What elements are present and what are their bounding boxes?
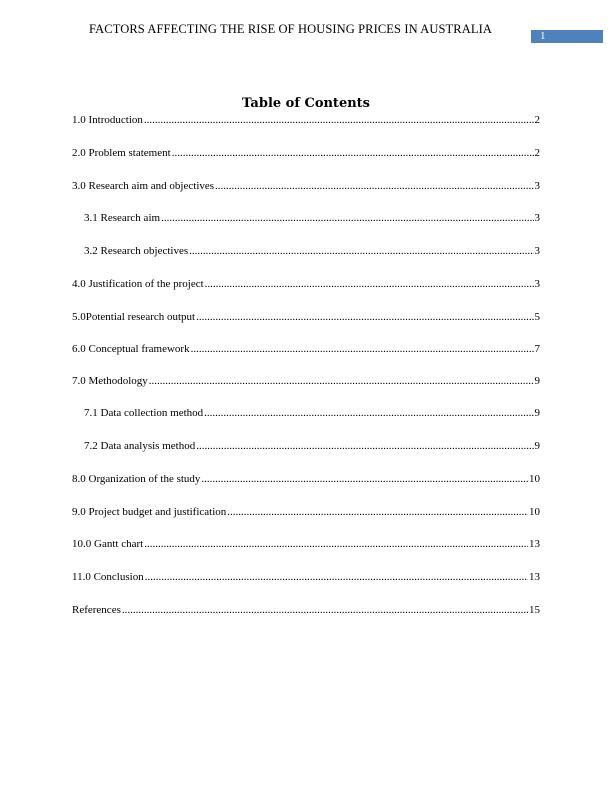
toc-entry-data-collection[interactable]: [84, 407, 540, 423]
toc-entry-page: 13: [529, 538, 540, 550]
toc-entry-problem-statement[interactable]: [72, 147, 540, 163]
toc-entry-label: 3.0 Research aim and objectives: [72, 180, 215, 192]
toc-entry-research-aim-objectives[interactable]: [72, 180, 540, 196]
toc-entry-methodology[interactable]: [72, 375, 540, 391]
toc-leader-dots: [161, 212, 533, 224]
toc-entry-page: 9: [534, 440, 540, 452]
toc-leader-dots: [145, 571, 528, 583]
toc-leader-dots: [201, 473, 528, 485]
toc-entry-label: 7.0 Methodology: [72, 375, 148, 387]
toc-leader-dots: [144, 114, 534, 126]
toc-entry-label: 1.0 Introduction: [72, 114, 143, 126]
toc-entry-page: 5: [534, 311, 540, 323]
toc-entry-label: 10.0 Gantt chart: [72, 538, 144, 550]
toc-leader-dots: [227, 506, 528, 518]
toc-entry-page: 2: [534, 147, 540, 159]
toc-leader-dots: [204, 407, 533, 419]
toc-leader-dots: [189, 245, 533, 257]
toc-leader-dots: [215, 180, 533, 192]
toc-entry-potential-output[interactable]: [72, 311, 540, 327]
toc-entry-page: 2: [534, 114, 540, 126]
toc-entry-budget[interactable]: [72, 506, 540, 522]
toc-entry-label: 8.0 Organization of the study: [72, 473, 201, 485]
toc-leader-dots: [172, 147, 534, 159]
toc-entry-research-aim[interactable]: [84, 212, 540, 228]
toc-entry-label: 6.0 Conceptual framework: [72, 343, 190, 355]
toc-entry-label: 7.2 Data analysis method: [84, 440, 196, 452]
toc-entry-label: 3.1 Research aim: [84, 212, 161, 224]
toc-entry-label: References: [72, 604, 121, 616]
page-number-badge: 1: [531, 30, 603, 43]
toc-entry-page: 3: [534, 180, 540, 192]
toc-entry-gantt-chart[interactable]: [72, 538, 540, 554]
toc-leader-dots: [196, 440, 533, 452]
toc-entry-page: 7: [534, 343, 540, 355]
toc-entry-justification[interactable]: [72, 278, 540, 294]
toc-entry-page: 15: [529, 604, 540, 616]
toc-entry-page: 9: [534, 375, 540, 387]
toc-entry-label: 4.0 Justification of the project: [72, 278, 204, 290]
toc-leader-dots: [144, 538, 528, 550]
toc-entry-introduction[interactable]: [72, 114, 540, 130]
toc-entry-page: 3: [534, 245, 540, 257]
toc-leader-dots: [149, 375, 534, 387]
toc-entry-label: 3.2 Research objectives: [84, 245, 189, 257]
toc-entry-data-analysis[interactable]: [84, 440, 540, 456]
toc-entry-conceptual-framework[interactable]: [72, 343, 540, 359]
toc-leader-dots: [122, 604, 528, 616]
toc-entry-label: 5.0Potential research output: [72, 311, 196, 323]
toc-entry-references[interactable]: [72, 604, 540, 620]
running-header: FACTORS AFFECTING THE RISE OF HOUSING PRICES IN AUSTRALIA: [89, 22, 492, 36]
toc-entry-page: 13: [529, 571, 540, 583]
toc-entry-label: 2.0 Problem statement: [72, 147, 171, 159]
toc-entry-page: 3: [534, 212, 540, 224]
toc-entry-organization[interactable]: [72, 473, 540, 489]
toc-entry-label: 9.0 Project budget and justification: [72, 506, 227, 518]
toc-entry-page: 10: [529, 506, 540, 518]
toc-entry-page: 9: [534, 407, 540, 419]
toc-entry-label: 7.1 Data collection method: [84, 407, 204, 419]
toc-leader-dots: [196, 311, 533, 323]
toc-entry-page: 3: [534, 278, 540, 290]
toc-entry-page: 10: [529, 473, 540, 485]
toc-heading: Table of Contents: [242, 96, 370, 111]
toc-entry-research-objectives[interactable]: [84, 245, 540, 261]
toc-entry-conclusion[interactable]: [72, 571, 540, 587]
toc-leader-dots: [205, 278, 534, 290]
toc-entry-label: 11.0 Conclusion: [72, 571, 144, 583]
toc-leader-dots: [191, 343, 534, 355]
